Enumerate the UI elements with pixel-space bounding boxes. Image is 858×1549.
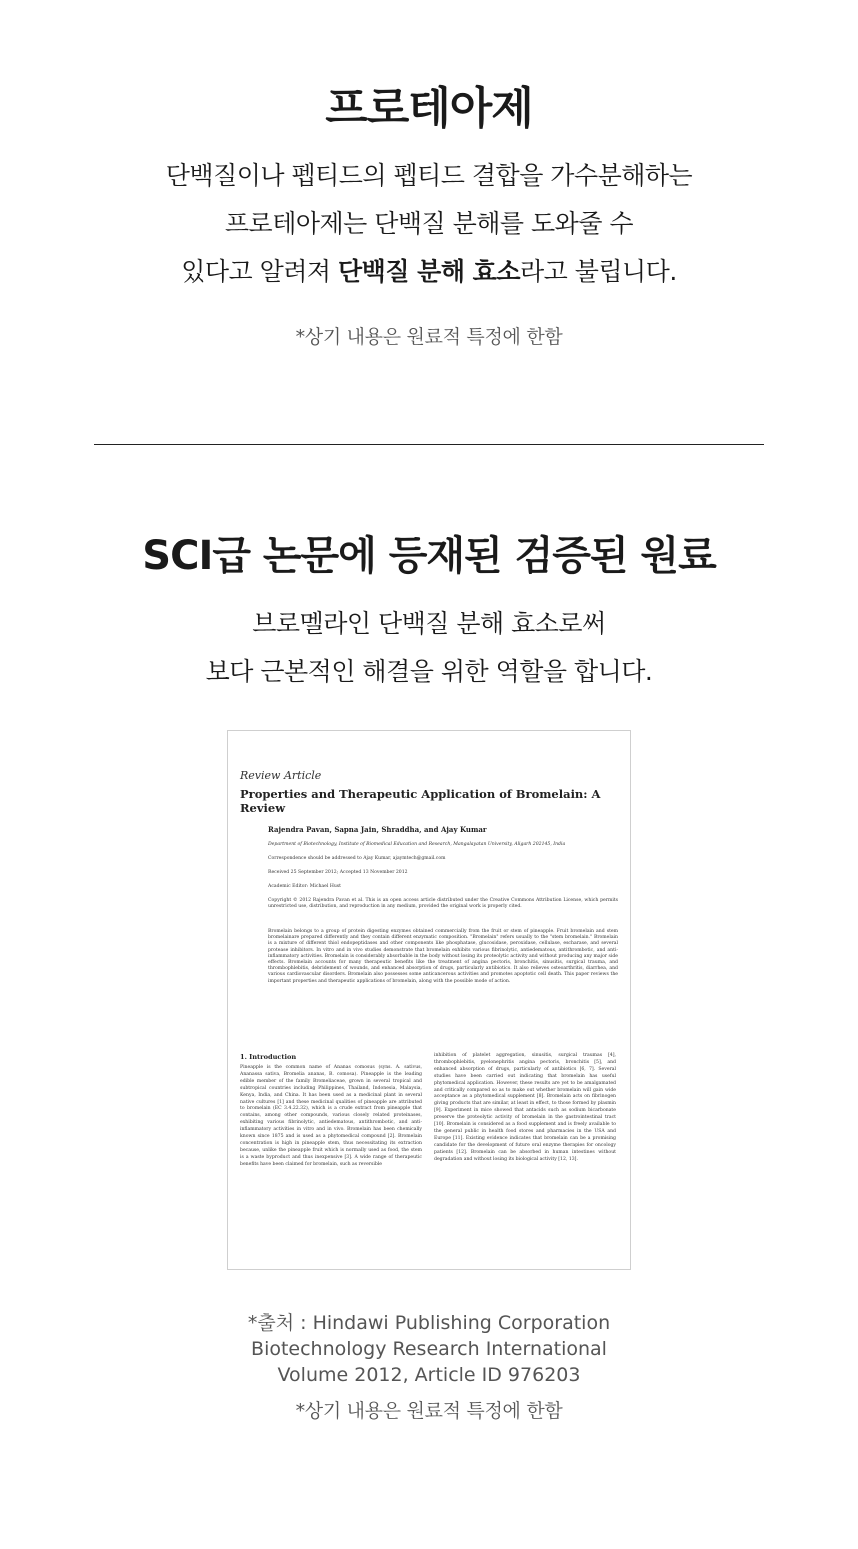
description-line-3-post: 라고 불립니다. [519, 257, 677, 286]
sci-description [0, 600, 858, 696]
disclaimer-note-bottom: *상기 내용은 원료적 특정에 한함 [295, 1400, 563, 1422]
paper-intro-heading: 1. Introduction [240, 1053, 297, 1061]
description-line-3 [0, 248, 858, 296]
description-highlight: 단백질 분해 효소 [338, 257, 520, 286]
section-divider [94, 444, 764, 445]
paper-affiliation: Department of Biotechnology, Institute of Biomedical Education and Research, Mangalayatan University, Aligarh 202145, India [268, 842, 566, 847]
section-title-protease: 프로테아제 [325, 83, 533, 134]
paper-copyright: Copyright © 2012 Rajendra Pavan et al. This is an open access article distributed under the Creative Commons Attribution License, which permits unrestricted use, distribution, and reproduction in any medium, provided the original work is properly cited. [268, 898, 618, 910]
source-citation [0, 1310, 858, 1388]
paper-image [227, 730, 631, 1270]
source-line-3: Volume 2012, Article ID 976203 [277, 1364, 581, 1386]
sci-line-1: 브로멜라인 단백질 분해 효소로써 [252, 609, 606, 638]
paper-editor: Academic Editor: Michael Hust [268, 884, 341, 889]
disclaimer-note: *상기 내용은 원료적 특정에 한함 [295, 326, 563, 348]
paper-intro-right-column: inhibition of platelet aggregation, sinusitis, surgical traumas [4], thrombophlebitis, pyelonephritis angina pectoris, bronchitis [5], and enhanced absorption of drugs, particularly of antibiotics [6, 7]. Several studies have been carried out indicating that bromelain has useful phytomedical application. However, these results are yet to be amalgamated and critically compared so as to make out whether bromelain will gain wide acceptance as a phytomedical supplement [8]. Bromelain acts on fibrinogen giving products that are similar, at least in effect, to those formed by plasmin [9]. Experiment in mice showed that antacids such as sodium bicarbonate preserve the proteolytic activity of bromelain in the gastrointestinal tract [10]. Bromelain is considered as a food supplement and is freely available to the general public in health food stores and pharmacies in the USA and Europe [11]. Existing evidence indicates that bromelain can be a promising candidate for the development of future oral enzyme therapies for oncology patients [12]. Bromelain can be absorbed in human intestines without degradation and without losing its biological activity [12, 13]. [434, 1053, 616, 1162]
sci-line-2: 보다 근본적인 해결을 위한 역할을 합니다. [205, 657, 653, 686]
paper-kind: Review Article [240, 769, 322, 782]
description-line-3-pre: 있다고 알려져 [181, 257, 339, 286]
paper-title: Properties and Therapeutic Application of Bromelain: A Review [240, 787, 601, 815]
description-line-1: 단백질이나 펩티드의 펩티드 결합을 가수분해하는 [165, 161, 693, 190]
description-line-2: 프로테아제는 단백질 분해를 도와줄 수 [224, 209, 634, 238]
paper-received: Received 25 September 2012; Accepted 13 November 2012 [268, 870, 408, 875]
source-line-1: *출처 : Hindawi Publishing Corporation [247, 1312, 611, 1334]
paper-intro-left-column: Pineapple is the common name of Ananas comosus (syns. A. sativus, Ananassa sativa, Bromelia ananas, B. comosa). Pineapple is the leading edible member of the family Bromeliaceae, grown in several tropical and subtropical countries including Philippines, Thailand, Indonesia, Malaysia, Kenya, India, and China. It has been used as a medicinal plant in several native cultures [1] and these medicinal qualities of pineapple are attributed to bromelain (EC 3.4.22.32), which is a crude extract from pineapple that contains, among other compounds, various closely related proteinases, exhibiting various fibrinolytic, antiedematous, antithrombotic, and anti-inflammatory activities in vitro and in vivo. Bromelain has been chemically known since 1875 and is used as a phytomedical compound [2]. Bromelain concentration is high in pineapple stem, thus necessitating its extraction because, unlike the pineapple fruit which is normally used as food, the stem is a waste byproduct and thus inexpensive [3]. A wide range of therapeutic benefits have been claimed for bromelain, such as reversible [240, 1065, 422, 1167]
paper-abstract: Bromelain belongs to a group of protein digesting enzymes obtained commercially from the fruit or stem of pineapple. Fruit bromelain and stem bromelainare prepared differently and they contain different enzymatic composition. "Bromelain" refers usually to the "stem bromelain." Bromelain is a mixture of different thiol endopeptidases and other components like phosphatase, glucosidase, peroxidase, cellulase, escharase, and several protease inhibitors. In vitro and in vivo studies demonstrate that bromelain exhibits various fibrinolytic, antiedematous, antithrombotic, and anti-inflammatory activities. Bromelain is considerably absorbable in the body without losing its proteolytic activity and without producing any major side effects. Bromelain accounts for many therapeutic benefits like the treatment of angina pectoris, bronchitis, sinusitis, surgical trauma, and thrombophlebitis, debridement of wounds, and enhanced absorption of drugs, particularly antibiotics. It also relieves osteoarthritis, diarrhea, and various cardiovascular disorders. Bromelain also possesses some anticancerous activities and promotes apoptotic cell death. This paper reviews the important properties and therapeutic applications of bromelain, along with the possible mode of action. [268, 929, 618, 984]
protease-description [0, 152, 858, 296]
paper-authors: Rajendra Pavan, Sapna Jain, Shraddha, and Ajay Kumar [268, 825, 487, 834]
source-line-2: Biotechnology Research International [251, 1338, 607, 1360]
section-title-sci: SCI급 논문에 등재된 검증된 원료 [142, 533, 716, 579]
paper-correspondence: Correspondence should be addressed to Ajay Kumar, ajaymtech@gmail.com [268, 856, 446, 861]
